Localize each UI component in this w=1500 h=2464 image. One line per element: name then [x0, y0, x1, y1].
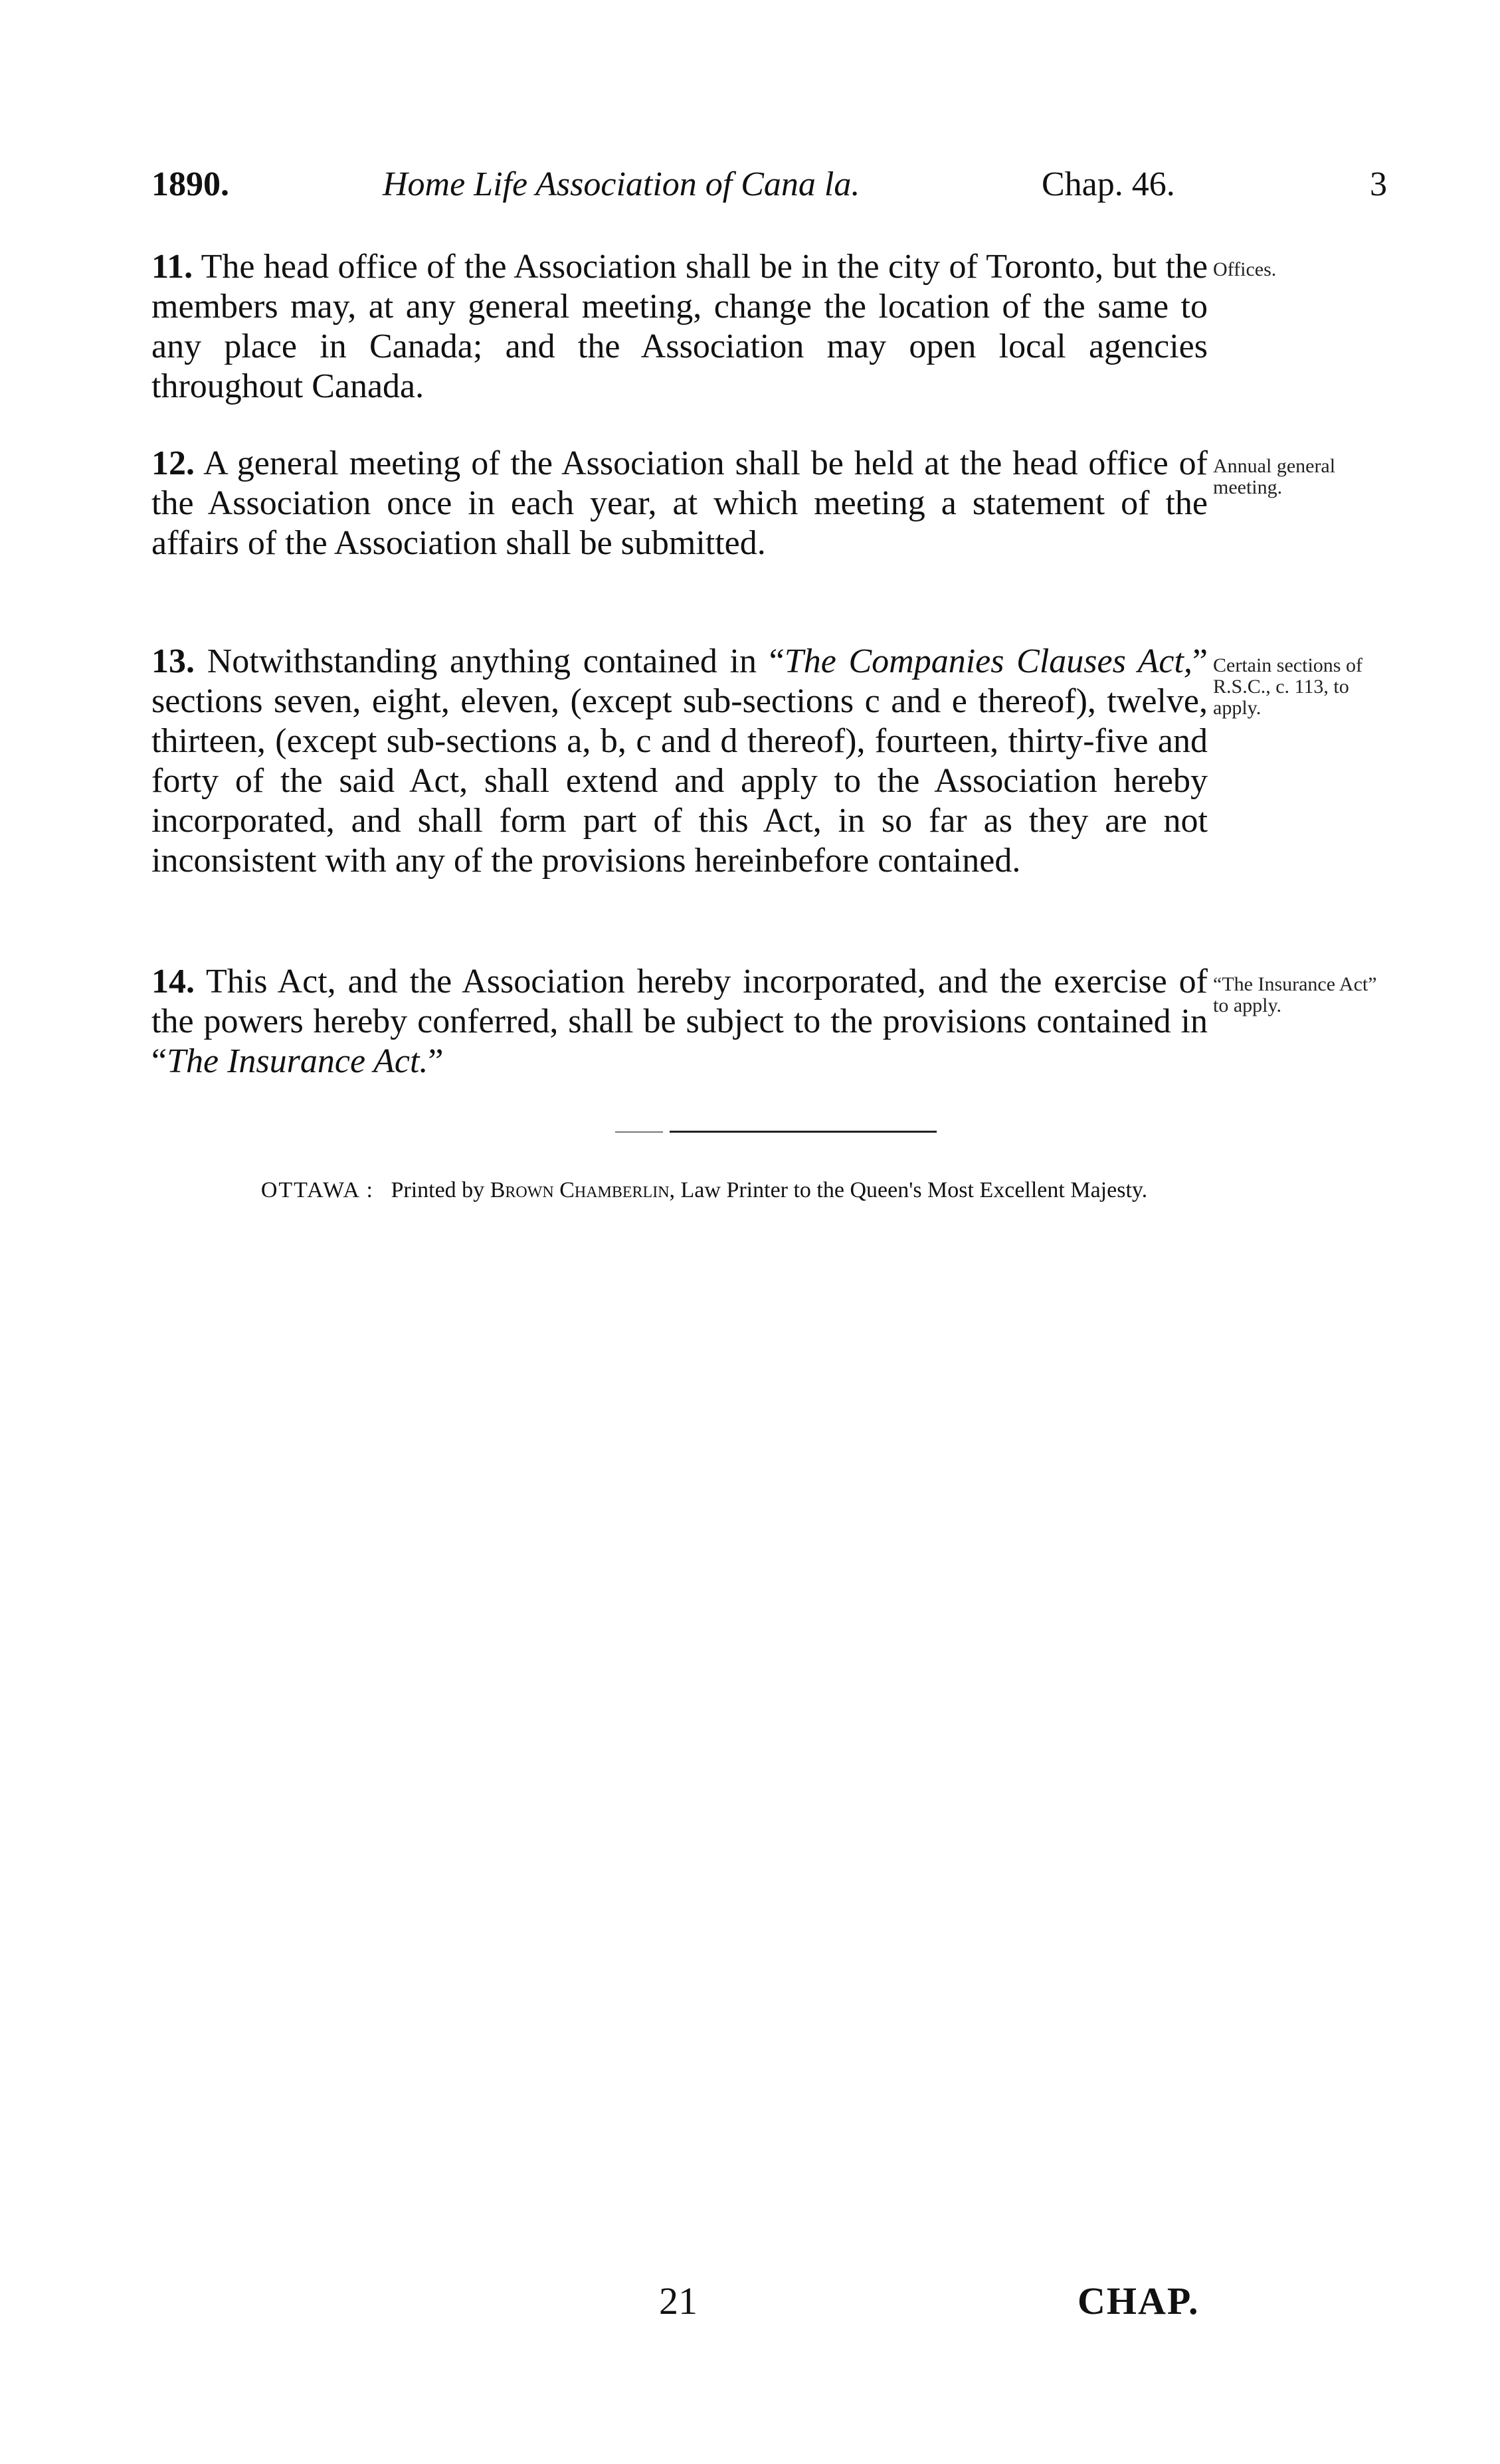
act-title: The Companies Clauses Act,	[784, 642, 1192, 680]
imprint-printed-by: Printed by	[391, 1178, 485, 1202]
signature-mark: 21	[659, 2279, 698, 2322]
imprint-printer: Brown Chamberlin,	[490, 1178, 676, 1202]
section-13	[151, 642, 1208, 881]
imprint-city: OTTAWA :	[260, 1178, 374, 1202]
section-11	[151, 247, 1208, 407]
page-number: 3	[1370, 165, 1387, 203]
section-12	[151, 444, 1208, 563]
margin-note-14: “The Insurance Act” to apply.	[1213, 973, 1377, 1016]
section-number: 14.	[151, 963, 195, 1000]
section-14	[151, 962, 1208, 1082]
header-year: 1890.	[151, 165, 229, 203]
section-text-after: ”	[428, 1042, 444, 1080]
section-text-before: This Act, and the Association hereby incorporated, and the exercise of the powers hereby conferred, shall be subject to the provisions contained in “	[151, 963, 1208, 1080]
margin-note-11: Offices.	[1213, 258, 1277, 280]
imprint-rest: Law Printer to the Queen's Most Excellent Majesty.	[680, 1178, 1148, 1202]
header-title: Home Life Association of Cana la.	[383, 165, 860, 203]
section-number: 12.	[151, 444, 195, 482]
section-text-after: ” sections seven, eight, eleven, (except sub-sections c and e thereof), twelve, thirteen, (except sub-sections a, b, c and d thereof), fourteen, thirty-five and forty of the said Act, shall extend and apply to the Association hereby incorporated, and shall form part of this Act, in so far as they are not inconsistent with any of the provisions hereinbefore contained.	[151, 642, 1208, 880]
divider-rule	[670, 1131, 937, 1133]
margin-note-13: Certain sections of R.S.C., c. 113, to apply.	[1213, 654, 1362, 719]
section-text: The head office of the Association shall be in the city of Toronto, but the members may, at any general meeting, change the location of the same to any place in Canada; and the Association may open local agencies throughout Canada.	[151, 248, 1208, 405]
section-text: A general meeting of the Association shall be held at the head office of the Association once in each year, at which meeting a statement of the affairs of the Association shall be submitted.	[151, 444, 1208, 562]
section-number: 13.	[151, 642, 195, 680]
section-text-before: Notwithstanding anything contained in “	[207, 642, 785, 680]
printer-imprint	[186, 1176, 1222, 1205]
section-number: 11.	[151, 248, 193, 286]
catchword: CHAP.	[1078, 2279, 1200, 2322]
header-chapter: Chap. 46.	[1042, 165, 1175, 203]
margin-note-12: Annual general meeting.	[1213, 455, 1336, 498]
act-title: The Insurance Act.	[167, 1042, 428, 1080]
divider-rule-short	[615, 1131, 663, 1133]
